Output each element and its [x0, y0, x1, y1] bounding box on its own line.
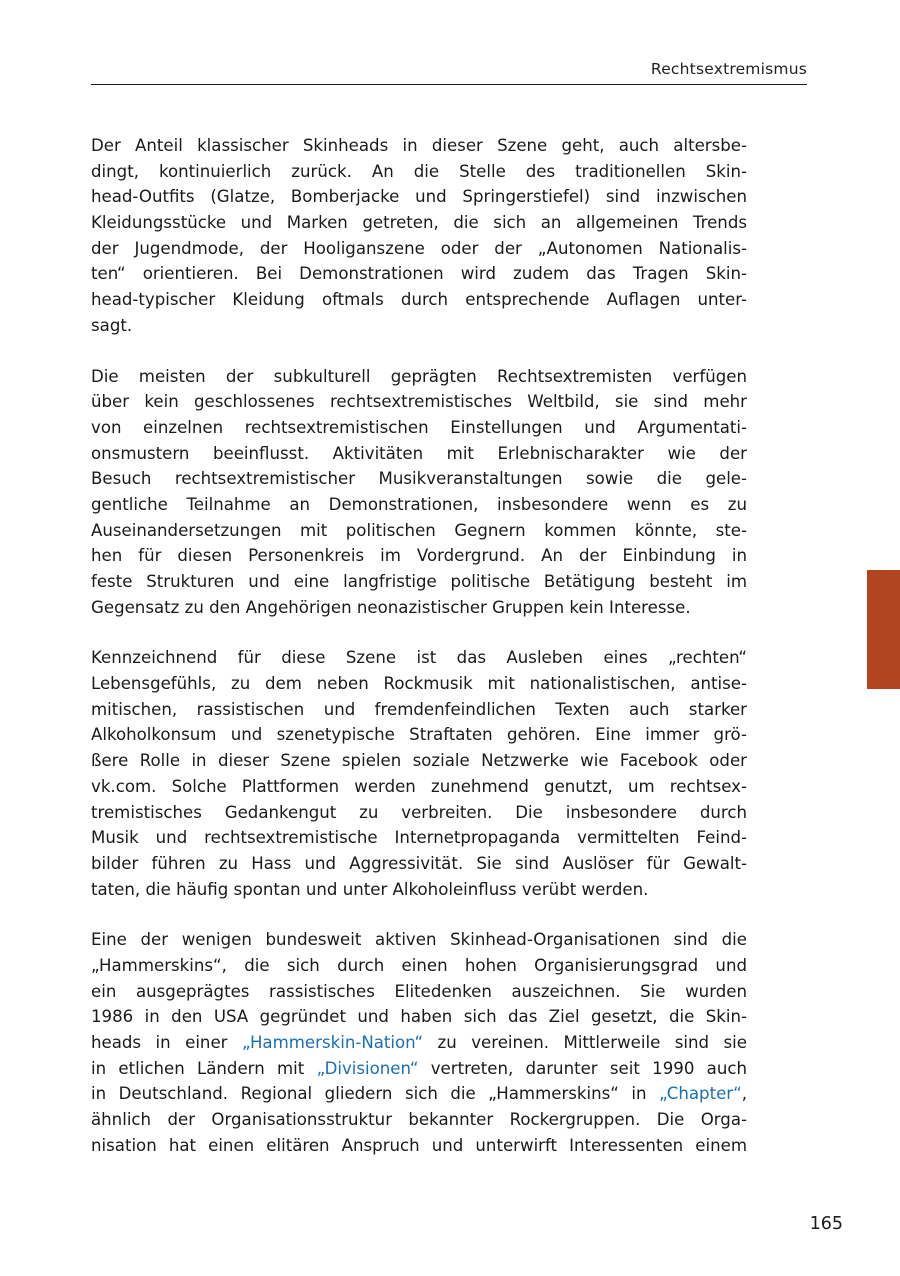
text-line: hen für diesen Personenkreis im Vordergrund. An der Einbindung in [91, 546, 747, 566]
text-line: feste Strukturen und eine langfristige politische Betätigung besteht im [91, 572, 747, 591]
text-line: gentliche Teilnahme an Demonstrationen, insbesondere wenn es zu [91, 494, 747, 514]
text-segment: zu vereinen. Mittlerweile sind sie [423, 1033, 747, 1052]
text-segment: in Deutschland. Regional gliedern sich die „Hammerskins“ in [91, 1084, 660, 1104]
text-segment: , [741, 1084, 747, 1104]
text-line: Lebensgefühls, zu dem neben Rockmusik mit nationalistischen, antise- [91, 674, 747, 694]
text-line: mitischen, rassistischen und fremdenfeindlichen Texten auch starker [91, 699, 747, 719]
text-line: Auseinandersetzungen mit politischen Gegnern kommen könnte, ste- [91, 520, 747, 540]
text-line [91, 1081, 747, 1107]
text-line: vk.com. Solche Plattformen werden zunehmend genutzt, um rechtsex- [91, 776, 747, 796]
text-line: „Hammerskins“, die sich durch einen hohen Organisierungsgrad und [91, 955, 747, 975]
text-line: ßere Rolle in dieser Szene spielen soziale Netzwerke wie Facebook oder [91, 751, 747, 771]
paragraph [91, 364, 747, 621]
text-line: Alkoholkonsum und szenetypische Straftaten gehören. Eine immer grö- [91, 725, 747, 745]
text-line: head-typischer Kleidung oftmals durch entsprechende Auflagen unter- [91, 290, 747, 310]
text-segment: in etlichen Ländern mit [91, 1058, 317, 1078]
text-line: Musik und rechtsextremistische Internetpropaganda vermittelten Feind- [91, 828, 747, 848]
text-line: Die meisten der subkulturell geprägten Rechtsextremisten verfügen [91, 366, 747, 386]
body-text [91, 133, 747, 1183]
text-line: Kennzeichnend für diese Szene ist das Ausleben eines „rechten“ [91, 648, 747, 668]
text-line: taten, die häufig spontan und unter Alkoholeinfluss verübt werden. [91, 879, 649, 899]
text-line: bilder führen zu Hass und Aggressivität. Sie sind Auslöser für Gewalt- [91, 853, 747, 873]
text-line: onsmustern beeinflusst. Aktivitäten mit Erlebnischarakter wie der [91, 443, 747, 463]
text-line: Kleidungsstücke und Marken getreten, die sich an allgemeinen Trends [91, 213, 747, 233]
running-head-title: Rechtsextremismus [650, 60, 807, 78]
paragraph [91, 645, 747, 902]
link-divisionen[interactable]: „Divisionen“ [316, 1058, 419, 1078]
text-line: über kein geschlossenes rechtsextremistisches Weltbild, sie sind mehr [91, 392, 747, 412]
text-line: Der Anteil klassischer Skinheads in dieser Szene geht, auch altersbe- [91, 136, 747, 155]
text-line: Eine der wenigen bundesweit aktiven Skinhead-Organisationen sind die [91, 930, 747, 950]
chapter-side-tab [867, 570, 900, 689]
text-line: ten“ orientieren. Bei Demonstrationen wird zudem das Tragen Skin- [91, 264, 747, 284]
text-line: tremistisches Gedankengut zu verbreiten. Die insbesondere durch [91, 802, 747, 822]
text-line: von einzelnen rechtsextremistischen Einstellungen und Argumentati- [91, 417, 747, 437]
link-chapter[interactable]: „Chapter“ [659, 1084, 742, 1104]
text-line: ähnlich der Organisationsstruktur bekannter Rockergruppen. Die Orga- [91, 1110, 747, 1130]
text-line: dingt, kontinuierlich zurück. An die Stelle des traditionellen Skin- [91, 161, 747, 181]
page-number: 165 [809, 1214, 843, 1234]
text-segment: heads in einer [91, 1033, 242, 1052]
header-rule [91, 84, 807, 85]
paragraph [91, 133, 747, 339]
text-line: sagt. [91, 315, 133, 335]
text-line: Besuch rechtsextremistischer Musikveranstaltungen sowie die gele- [91, 469, 747, 489]
text-line: Gegensatz zu den Angehörigen neonazistischer Gruppen kein Interesse. [91, 597, 691, 617]
text-line: 1986 in den USA gegründet und haben sich das Ziel gesetzt, die Skin- [91, 1007, 747, 1027]
text-segment: vertreten, darunter seit 1990 auch [418, 1058, 747, 1078]
text-line: der Jugendmode, der Hooliganszene oder der „Autonomen Nationalis- [91, 238, 747, 258]
link-hammerskin-nation[interactable]: „Hammerskin-Nation“ [241, 1033, 424, 1052]
text-line: nisation hat einen elitären Anspruch und unterwirft Interessenten einem [91, 1135, 747, 1155]
text-line [91, 1030, 747, 1056]
text-line [91, 1056, 747, 1082]
text-line: ein ausgeprägtes rassistisches Elitedenken auszeichnen. Sie wurden [91, 981, 747, 1001]
text-line: head-Outfits (Glatze, Bomberjacke und Springerstiefel) sind inzwischen [91, 187, 747, 207]
paragraph [91, 927, 747, 1158]
